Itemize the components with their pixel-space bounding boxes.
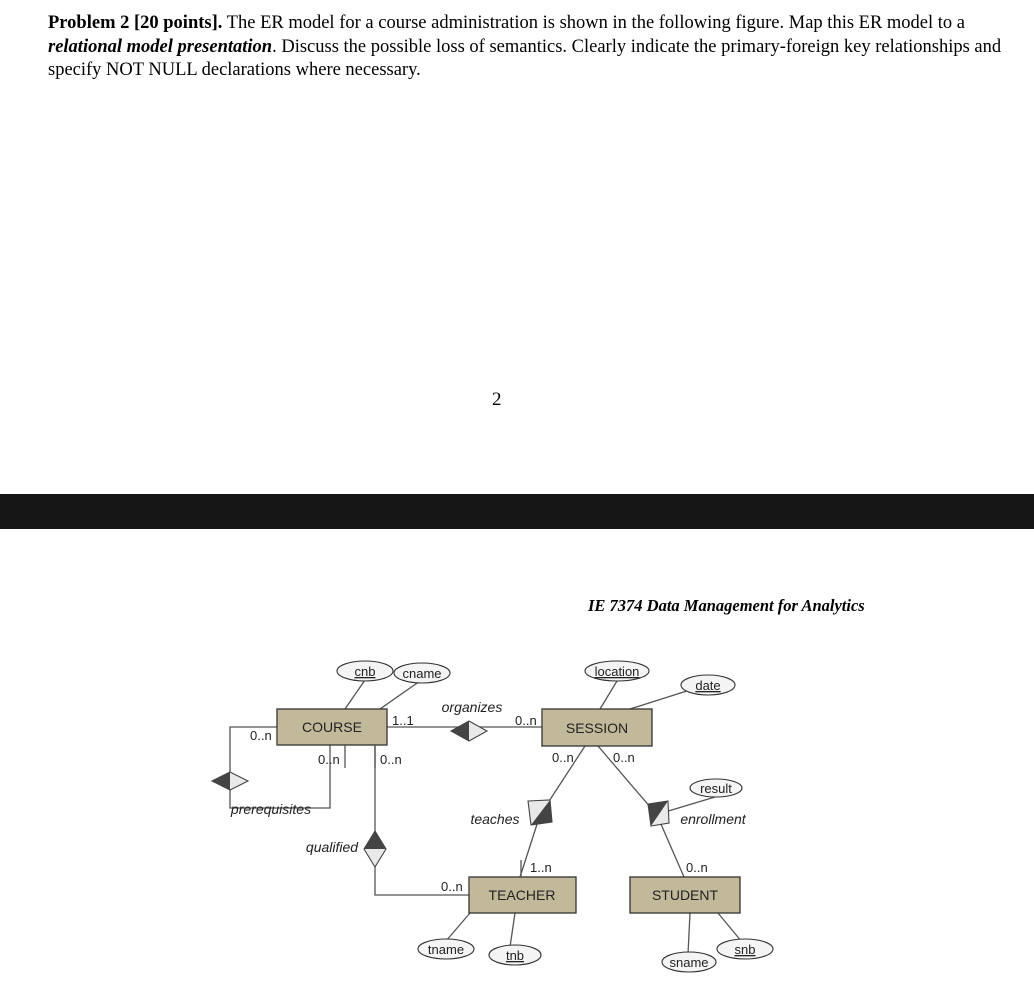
page-number: 2 [492, 389, 502, 410]
attribute-date [681, 675, 735, 695]
course-header: IE 7374 Data Management for Analytics [588, 596, 865, 615]
entity-course [277, 709, 387, 745]
relationship-organizes-label: organizes [441, 699, 503, 715]
entity-session [542, 709, 652, 746]
attribute-result-label: result [700, 781, 732, 796]
problem-text-1: The ER model for a course administration is shown in the following figure. Map this ER model to a [222, 13, 966, 33]
attribute-cname [394, 663, 450, 683]
problem-title: Problem 2 [20 points]. [48, 13, 223, 33]
attribute-location [585, 661, 649, 681]
attribute-tnb-label: tnb [505, 948, 525, 963]
relationship-enrollment-label: enrollment [680, 811, 746, 827]
cardinality-teacher-qualified: 0..n [441, 879, 463, 894]
relationship-organizes [442, 699, 503, 741]
attribute-tname [418, 939, 474, 959]
cardinality-course-organizes: 1..1 [392, 713, 414, 728]
relationship-qualified-label: qualified [305, 839, 359, 855]
cardinality-teacher-teaches: 1..n [530, 860, 552, 875]
relationship-teaches-label: teaches [470, 811, 520, 827]
relationship-qualified [306, 831, 386, 867]
cardinality-session-organizes: 0..n [515, 713, 537, 728]
attribute-cname-label: cname [402, 666, 442, 681]
entity-teacher [469, 877, 576, 913]
entity-student-label: STUDENT [651, 887, 719, 903]
attribute-tnb [489, 945, 541, 965]
problem-emphasis: relational model presentation [48, 36, 273, 57]
attribute-location-label: location [594, 664, 640, 679]
cardinality-student-enrollment: 0..n [686, 860, 708, 875]
cardinality-course-prereq-left: 0..n [250, 728, 272, 743]
attribute-sname [662, 952, 716, 972]
relationship-prerequisites [212, 772, 311, 817]
entity-session-label: SESSION [565, 720, 629, 736]
entity-student [630, 877, 740, 913]
attribute-cnb-label: cnb [354, 664, 376, 679]
relationship-prerequisites-label: prerequisites [230, 801, 312, 817]
attribute-snb [717, 939, 773, 959]
cardinality-course-qualified: 0..n [380, 752, 402, 767]
entity-course-label: COURSE [302, 719, 362, 735]
cardinality-session-enrollment: 0..n [613, 750, 635, 765]
attribute-result [690, 779, 742, 797]
cardinality-course-prereq-bottom: 0..n [318, 752, 340, 767]
attribute-cnb [337, 661, 393, 681]
cardinality-session-teaches: 0..n [552, 750, 574, 765]
attribute-date-label: date [695, 678, 721, 693]
attribute-tname-label: tname [427, 942, 465, 957]
attribute-sname-label: sname [669, 955, 709, 970]
relationship-enrollment [648, 801, 747, 827]
problem-text-2: . Discuss the possible loss of semantics. Clearly indicate the primary-foreign key relationships and specify NOT NULL declarations where necessary. [48, 36, 1002, 80]
attribute-snb-label: snb [734, 942, 756, 957]
entity-teacher-label: TEACHER [488, 887, 556, 903]
relationship-teaches [470, 800, 552, 827]
